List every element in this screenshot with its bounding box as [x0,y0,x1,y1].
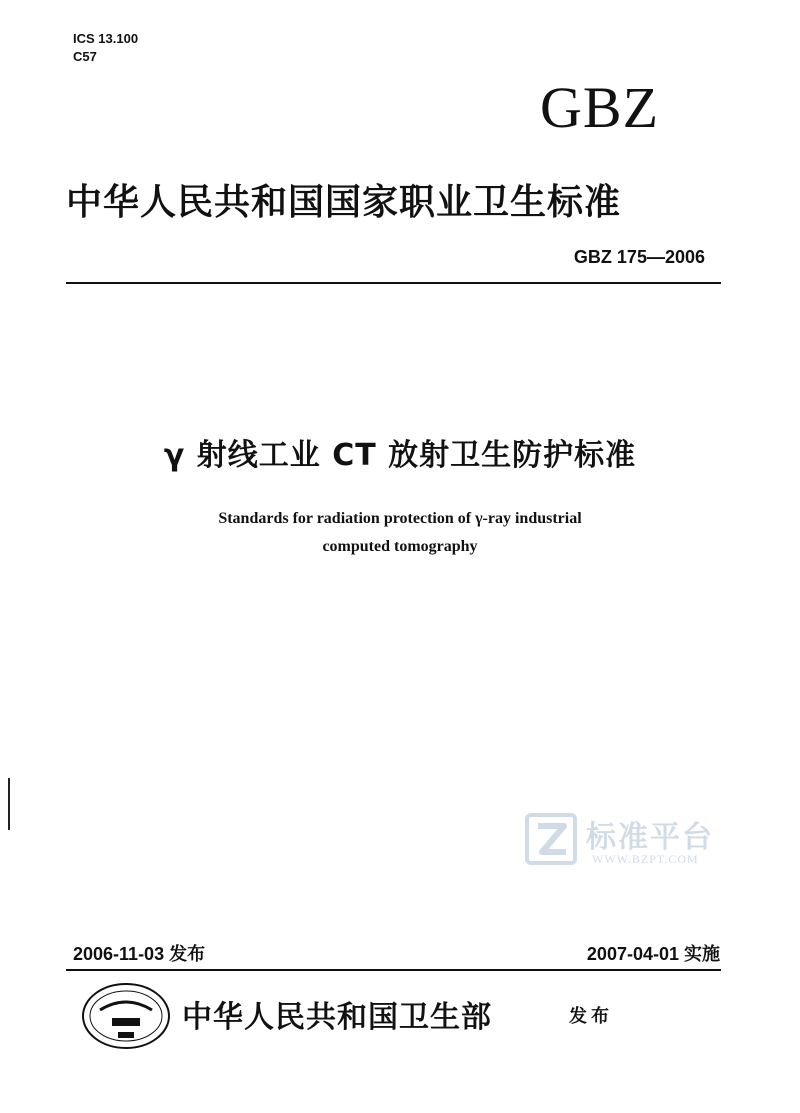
implementation-date: 2007-04-01 实施 [586,944,720,964]
ministry-emblem-icon [80,980,172,1052]
issuing-authority: 中华人民共和国卫生部 [182,1000,492,1035]
header-divider [66,282,721,284]
title-en-line1: Standards for radiation protection of γ-ray industrial [218,510,582,527]
margin-mark [8,778,10,830]
publish-label: 发布 [569,1006,613,1027]
title-en-line2: computed tomography [322,538,478,555]
watermark [524,808,764,874]
standard-category: 中华人民共和国国家职业卫生标准 [66,182,622,223]
document-title-en [0,505,800,561]
document-title-zh: γ 射线工业 CT 放射卫生防护标准 [163,438,637,473]
classification-codes [73,30,138,66]
gbz-logo-text: GBZ [540,75,659,140]
ics-code: ICS 13.100 [73,31,139,46]
class-code: C57 [73,49,97,64]
watermark-brand: 标准平台 [586,820,714,855]
footer-divider [66,969,721,971]
watermark-url: WWW.BZPT.COM [592,852,699,866]
bz-logo-icon [524,812,578,866]
standard-number: GBZ 175—2006 [573,247,705,267]
issue-date: 2006-11-03 发布 [73,944,206,964]
